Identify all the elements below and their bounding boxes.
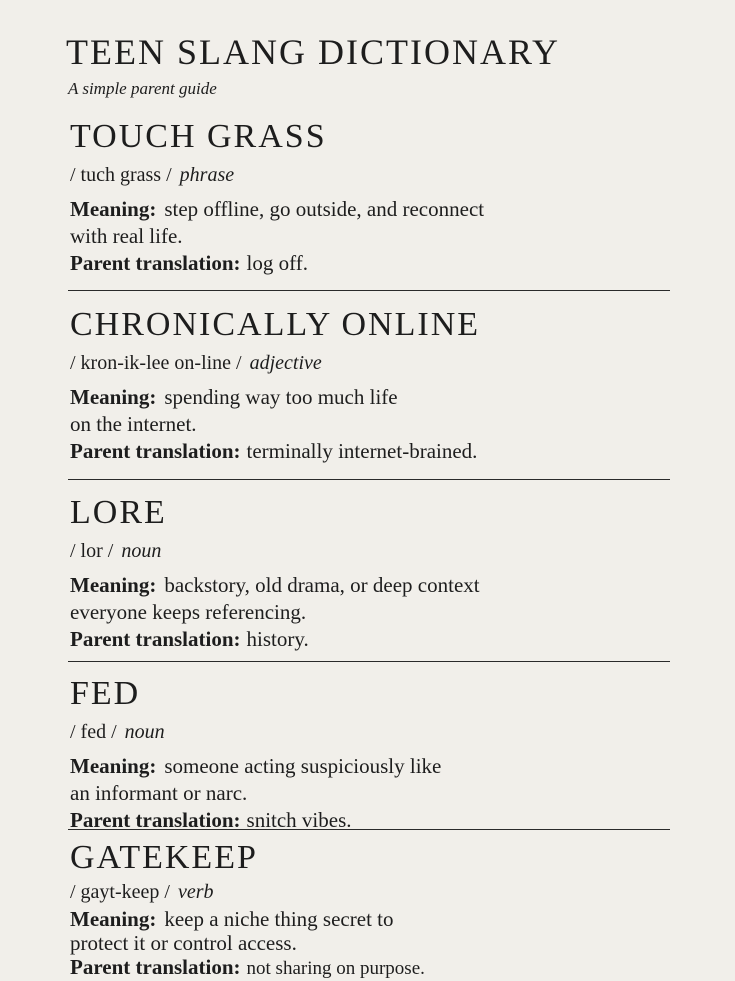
translation-label: Parent translation: — [70, 955, 241, 979]
translation-text: terminally internet-brained. — [246, 439, 478, 463]
meaning-label: Meaning: — [70, 197, 157, 221]
meaning-line-2: everyone keeps referencing. — [70, 600, 307, 624]
part-of-speech: phrase — [179, 164, 235, 186]
entry-fed — [70, 675, 670, 834]
entry-chronically-online — [70, 306, 670, 465]
translation-text: log off. — [246, 251, 308, 275]
part-of-speech: verb — [177, 881, 214, 903]
translation-label: Parent translation: — [70, 439, 241, 463]
page-title: TEEN SLANG DICTIONARY — [66, 32, 560, 72]
entry-meaning — [70, 196, 670, 250]
translation-label: Parent translation: — [70, 627, 241, 651]
meaning-line-2: on the internet. — [70, 412, 197, 436]
entry-pronunciation — [70, 540, 670, 562]
entry-pronunciation — [70, 352, 670, 374]
entry-pronunciation — [70, 721, 670, 743]
divider — [68, 829, 670, 830]
entry-gatekeep — [70, 839, 670, 981]
meaning-label: Meaning: — [70, 907, 157, 931]
entry-term: CHRONICALLY ONLINE — [70, 306, 481, 343]
entry-meaning — [70, 753, 670, 807]
entry-translation — [70, 438, 670, 465]
entry-meaning — [70, 572, 670, 626]
pronunciation-text: / fed / — [70, 721, 117, 743]
entry-term: GATEKEEP — [70, 839, 258, 876]
meaning-line-1: step offline, go outside, and reconnect — [164, 197, 485, 221]
page-subtitle: A simple parent guide — [68, 79, 217, 98]
entry-term: TOUCH GRASS — [70, 118, 327, 155]
translation-label: Parent translation: — [70, 808, 241, 832]
part-of-speech: noun — [121, 540, 162, 562]
entry-translation — [70, 626, 670, 653]
translation-label: Parent translation: — [70, 251, 241, 275]
divider — [68, 290, 670, 291]
meaning-label: Meaning: — [70, 573, 157, 597]
pronunciation-text: / lor / — [70, 540, 114, 562]
meaning-label: Meaning: — [70, 385, 157, 409]
entry-translation — [70, 955, 670, 981]
meaning-line-1: keep a niche thing secret to — [164, 907, 394, 931]
pronunciation-text: / gayt-keep / — [70, 881, 170, 903]
divider — [68, 479, 670, 480]
entry-pronunciation — [70, 881, 670, 903]
meaning-line-2: an informant or narc. — [70, 781, 248, 805]
translation-text: not sharing on purpose. — [246, 958, 425, 979]
pronunciation-text: / kron-ik-lee on-line / — [70, 352, 242, 374]
entry-touch-grass — [70, 118, 670, 277]
meaning-line-2: protect it or control access. — [70, 931, 297, 955]
entry-translation — [70, 250, 670, 277]
translation-text: history. — [246, 627, 309, 651]
entry-term: FED — [70, 675, 141, 712]
divider — [68, 661, 670, 662]
entry-meaning — [70, 384, 670, 438]
meaning-line-2: with real life. — [70, 224, 183, 248]
entry-lore — [70, 494, 670, 653]
entry-term: LORE — [70, 494, 167, 531]
part-of-speech: adjective — [249, 352, 322, 374]
entry-meaning — [70, 907, 670, 955]
meaning-line-1: backstory, old drama, or deep context — [164, 573, 480, 597]
translation-text: snitch vibes. — [246, 808, 352, 832]
part-of-speech: noun — [124, 721, 165, 743]
meaning-line-1: spending way too much life — [164, 385, 398, 409]
meaning-line-1: someone acting suspiciously like — [164, 754, 442, 778]
entry-pronunciation — [70, 164, 670, 186]
pronunciation-text: / tuch grass / — [70, 164, 172, 186]
meaning-label: Meaning: — [70, 754, 157, 778]
